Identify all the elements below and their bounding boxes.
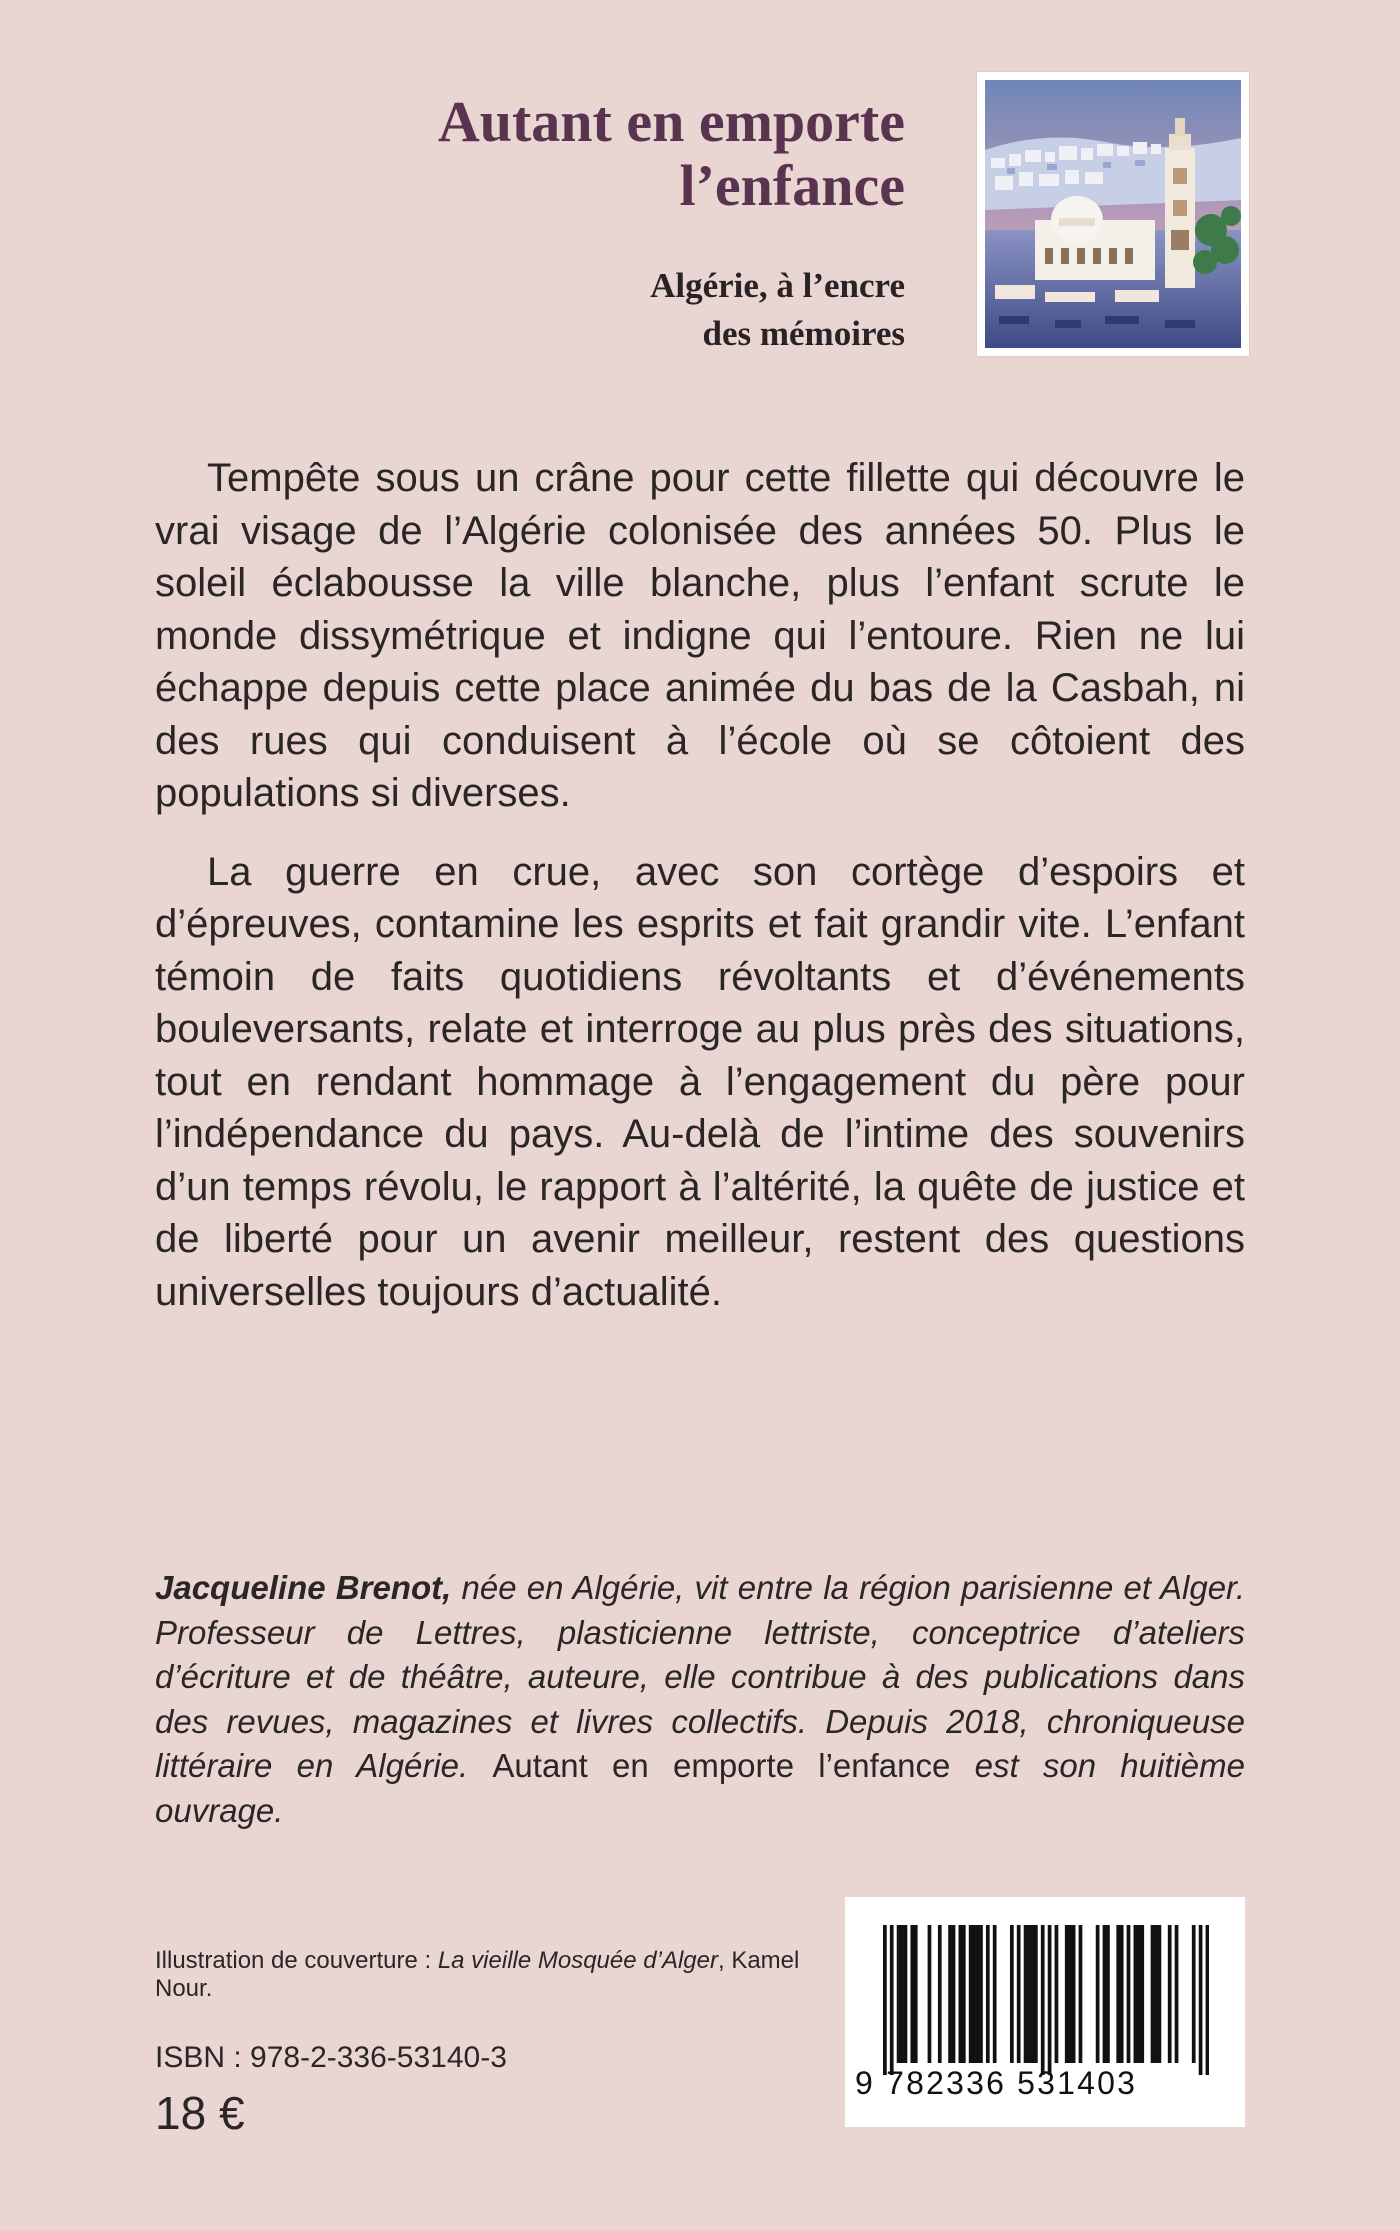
author-bio xyxy=(155,1566,1245,1833)
barcode-bar xyxy=(972,1925,976,2063)
barcode-bar xyxy=(979,1925,983,2063)
barcode-bar xyxy=(1027,1925,1031,2063)
barcode-bar xyxy=(1137,1925,1141,2063)
barcode-bar xyxy=(948,1925,952,2063)
price: 18 € xyxy=(155,2087,245,2139)
barcode-bar xyxy=(958,1925,962,2063)
barcode-bar xyxy=(938,1925,942,2063)
back-cover-blurb xyxy=(155,452,1245,1344)
barcode-bar xyxy=(1041,1925,1045,2075)
barcode-bar xyxy=(1168,1925,1172,2063)
isbn-barcode xyxy=(845,1897,1245,2127)
barcode-bar xyxy=(904,1925,908,2063)
barcode-bar xyxy=(1065,1925,1069,2063)
author-name: Jacqueline Brenot, xyxy=(155,1569,452,1606)
credit-artist: , Kamel Nour. xyxy=(155,1947,800,2002)
barcode-bar xyxy=(928,1925,932,2063)
cover-illustration xyxy=(977,72,1249,356)
author-bio-ending: est son huitième ouvrage. xyxy=(155,1747,1246,1829)
book-title-line2: l’enfance xyxy=(679,153,905,218)
barcode-bar xyxy=(1199,1925,1203,2075)
barcode-bar xyxy=(1055,1925,1059,2063)
barcode-bar xyxy=(1120,1925,1124,2063)
blurb-paragraph-2: La guerre en crue, avec son cortège d’espoirs et d’épreuves, contamine les esprits et fait grandir vite. L’enfant témoin de faits quotidiens révoltants et d’événements bouleversants, relate et interroge au plus près des situations, tout en rendant hommage à l’engagement du père pour l’indépendance du pays. Au-delà de l’intime des souvenirs d’un temps révolu, le rapport à l’altérité, la quête de justice et de liberté pour un avenir meilleur, restent des questions universelles toujours d’actualité. xyxy=(155,849,1245,1314)
cover-illustration-credit xyxy=(155,1947,815,2003)
barcode-bar xyxy=(1068,1925,1072,2063)
barcode-bar xyxy=(1017,1925,1021,2063)
book-title-line1: Autant en emporte xyxy=(437,89,905,154)
barcode-bar xyxy=(1206,1925,1209,2075)
book-subtitle xyxy=(265,262,905,358)
barcode-bar xyxy=(1024,1925,1028,2063)
bio-book-title: Autant en emporte l’enfance xyxy=(492,1747,951,1784)
barcode-bar xyxy=(952,1925,956,2063)
barcode-bar xyxy=(969,1925,973,2063)
barcode-bar xyxy=(986,1925,990,2063)
barcode-digits: 9 782336 531403 xyxy=(855,2065,1138,2101)
barcode-bar xyxy=(962,1925,966,2063)
barcode-bar xyxy=(993,1925,997,2063)
barcode-bar xyxy=(1154,1925,1158,2063)
barcode-bar xyxy=(1151,1925,1155,2063)
barcode-bar xyxy=(1010,1925,1014,2063)
barcode-bar xyxy=(1134,1925,1138,2063)
author-bio-text: née en Algérie, vit entre la région parisienne et Alger. Professeur de Lettres, plasticienne lettriste, conceptrice d’ateliers d’écriture et de théâtre, auteure, elle contribue à des publications dans des revues, magazines et livres collectifs. Depuis 2018, chroniqueuse littéraire en Algérie. xyxy=(155,1569,1245,1784)
barcode-bar xyxy=(1031,1925,1035,2063)
book-title xyxy=(265,90,905,218)
barcode-bar xyxy=(1048,1925,1052,2075)
barcode-bars xyxy=(883,1925,1209,2075)
barcode-bar xyxy=(1158,1925,1162,2063)
credit-label: Illustration de couverture : xyxy=(155,1947,438,1974)
barcode-bar xyxy=(883,1925,887,2075)
book-subtitle-line1: Algérie, à l’encre xyxy=(650,266,905,305)
barcode-bar xyxy=(1140,1925,1144,2063)
barcode-bar xyxy=(1034,1925,1038,2063)
isbn: ISBN : 978-2-336-53140-3 xyxy=(155,2041,507,2074)
barcode-bar xyxy=(1175,1925,1179,2063)
barcode-bar xyxy=(1106,1925,1110,2063)
book-subtitle-line2: des mémoires xyxy=(702,314,905,353)
barcode-bar xyxy=(890,1925,894,2075)
barcode-bar xyxy=(1072,1925,1076,2063)
credit-artwork-title: La vieille Mosquée d’Alger xyxy=(437,1947,718,1974)
blurb-paragraph-1: Tempête sous un crâne pour cette fillette qui découvre le vrai visage de l’Algérie colonisée des années 50. Plus le soleil éclabousse la ville blanche, plus l’enfant scrute le monde dissymétrique et indigne qui l’entoure. Rien ne lui échappe depuis cette place animée du bas de la Casbah, ni des rues qui conduisent à l’école où se côtoient des populations si diverses. xyxy=(155,456,1245,815)
barcode-bar xyxy=(900,1925,904,2063)
barcode-bar xyxy=(1096,1925,1100,2063)
mosque-painting-image xyxy=(985,80,1241,348)
barcode-bar xyxy=(1127,1925,1131,2063)
barcode-bar xyxy=(1116,1925,1120,2063)
barcode-bar xyxy=(1192,1925,1196,2063)
barcode-graphic xyxy=(883,1925,1209,2075)
barcode-bar xyxy=(976,1925,980,2063)
barcode-bar xyxy=(1079,1925,1083,2063)
barcode-bar xyxy=(1103,1925,1107,2063)
barcode-bar xyxy=(897,1925,901,2063)
barcode-bar xyxy=(914,1925,918,2063)
barcode-bar xyxy=(910,1925,914,2063)
